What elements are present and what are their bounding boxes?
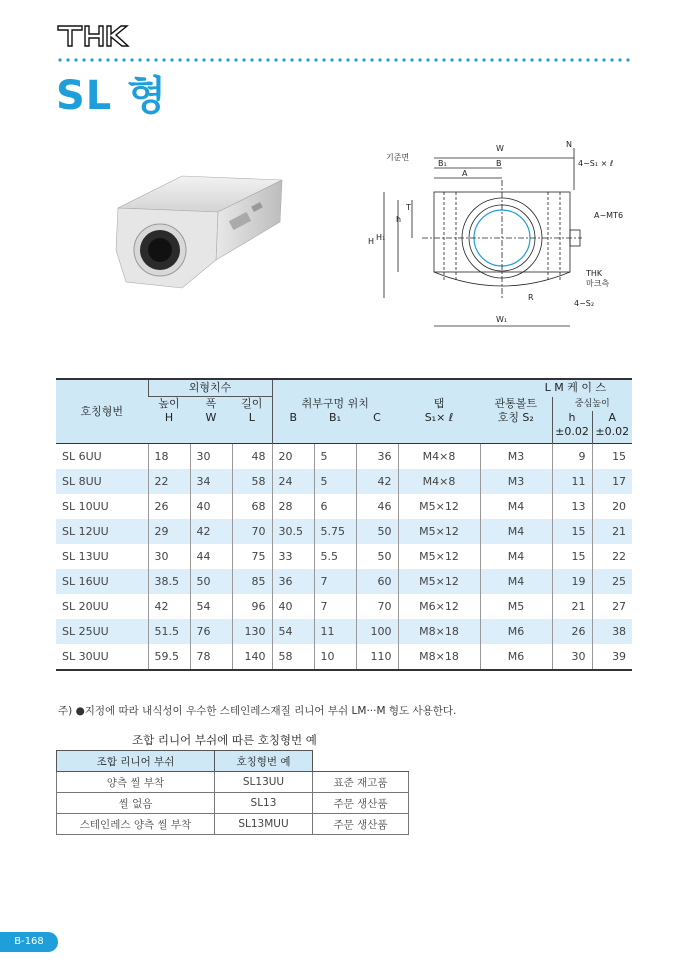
cell-b1: 7 <box>314 594 356 619</box>
page-title: SL 형 <box>56 73 167 119</box>
cell-b: 36 <box>272 569 314 594</box>
page-number: B-168 <box>0 932 58 952</box>
combo-cell-status: 표준 재고품 <box>313 772 409 793</box>
combo-cell-status: 주문 생산품 <box>313 814 409 835</box>
cell-h: 21 <box>552 594 592 619</box>
cell-a: 22 <box>592 544 632 569</box>
cell-b1: 7 <box>314 569 356 594</box>
cell-tap: M5×12 <box>398 494 480 519</box>
table-row <box>56 519 632 544</box>
cell-b1: 5 <box>314 444 356 470</box>
cell-tap: M8×18 <box>398 619 480 644</box>
cell-c: 46 <box>356 494 398 519</box>
svg-text:W: W <box>496 144 504 153</box>
cell-tap: M5×12 <box>398 519 480 544</box>
cell-b: 28 <box>272 494 314 519</box>
table-row <box>56 544 632 569</box>
combo-row <box>57 793 409 814</box>
combo-header-bush: 조합 리니어 부쉬 <box>57 751 215 772</box>
cell-h: 26 <box>552 619 592 644</box>
cell-h: 9 <box>552 444 592 470</box>
cell-model: SL 25UU <box>56 619 148 644</box>
cell-h: 19 <box>552 569 592 594</box>
cell-model: SL 10UU <box>62 500 109 513</box>
cell-b1: 11 <box>314 619 356 644</box>
cell-model: SL 8UU <box>56 469 148 494</box>
table-row <box>56 494 632 519</box>
cell-h: 59.5 <box>148 644 190 670</box>
cell-bolt: M3 <box>480 444 552 470</box>
svg-text:R: R <box>528 293 534 302</box>
cell-l: 96 <box>232 594 272 619</box>
dotted-rule <box>56 58 632 62</box>
cell-b: 40 <box>272 594 314 619</box>
cell-tap: M4×8 <box>398 444 480 470</box>
cell-w: 44 <box>190 544 232 569</box>
cell-b1: 10 <box>314 644 356 670</box>
cell-a: 38 <box>592 619 632 644</box>
svg-text:4−S₁ × ℓ: 4−S₁ × ℓ <box>578 159 614 168</box>
table-row <box>56 619 632 644</box>
cell-h: 15 <box>552 519 592 544</box>
cell-bolt: M6 <box>480 619 552 644</box>
svg-text:THK: THK <box>586 269 603 278</box>
svg-text:W₁: W₁ <box>496 315 508 324</box>
cell-a: 20 <box>592 494 632 519</box>
cell-h: 30 <box>552 644 592 670</box>
cell-h: 38.5 <box>148 569 190 594</box>
combo-title: 조합 리니어 부쉬에 따른 호칭형번 예 <box>132 733 317 747</box>
svg-text:h: h <box>396 215 402 224</box>
cell-model: SL 12UU <box>56 519 148 544</box>
cell-l: 48 <box>232 444 272 470</box>
combo-cell-bush: 스테인레스 양측 씰 부착 <box>57 814 215 835</box>
header-outer: 외형치수 <box>148 379 272 397</box>
svg-text:B: B <box>496 159 502 168</box>
table-row <box>56 644 632 670</box>
svg-text:T: T <box>406 203 411 212</box>
combo-cell-model: SL13UU <box>215 772 313 793</box>
cell-h: 15 <box>552 544 592 569</box>
cell-b: 24 <box>272 469 314 494</box>
svg-text:B₁: B₁ <box>438 159 447 168</box>
cell-a: 15 <box>592 444 632 470</box>
cell-b: 54 <box>272 619 314 644</box>
cell-w: 42 <box>190 519 232 544</box>
cell-tap: M5×12 <box>398 569 480 594</box>
thk-logo <box>56 20 136 50</box>
cell-h: 11 <box>552 469 592 494</box>
cell-b1: 5.5 <box>314 544 356 569</box>
svg-text:A−MT6: A−MT6 <box>594 211 624 220</box>
cell-l: 75 <box>232 544 272 569</box>
cell-b1: 5 <box>314 469 356 494</box>
combo-table <box>56 750 409 835</box>
cell-h: 18 <box>148 444 190 470</box>
dimension-drawing <box>362 140 638 340</box>
cell-model: SL 30UU <box>56 644 148 670</box>
cell-b: 20 <box>272 444 314 470</box>
combo-row <box>57 772 409 793</box>
cell-c: 50 <box>356 519 398 544</box>
svg-text:마크측: 마크측 <box>586 279 610 288</box>
cell-w: 78 <box>190 644 232 670</box>
cell-c: 50 <box>356 544 398 569</box>
cell-b1: 5.75 <box>314 519 356 544</box>
combo-header-model: 호칭형번 예 <box>215 751 313 772</box>
cell-bolt: M3 <box>480 469 552 494</box>
cell-c: 42 <box>356 469 398 494</box>
svg-text:4−S₂: 4−S₂ <box>574 299 595 308</box>
cell-h: 22 <box>148 469 190 494</box>
cell-a: 17 <box>592 469 632 494</box>
cell-b: 58 <box>272 644 314 670</box>
cell-l: 58 <box>232 469 272 494</box>
product-photo <box>112 160 284 290</box>
combo-cell-model: SL13 <box>215 793 313 814</box>
spec-table: 호칭형번 외형치수 L M 케 이 스 높이 폭 길이 취부구멍 위치 탭 관통볼트 중심높이 H W L B B₁ C S₁× ℓ 호칭 S₂ h A ±0.02 ±0.02 SL 6UU 18 30 48 20 5 36 M4×8 M3 9 15 SL 8UU 22 34 58 24 5 42 M4×8 M3 11 17 SL 10UU 26 40 68 28 6 46 M5×12 M4 13 20 SL 12UU 29 42 70 30.5 5.75 50 M5×12 M4 15 21 SL 13UU 30 44 75 33 5.5 50 M5×12 M4 15 22 SL 16UU 38.5 50 85 36 7 60 M5×12 M4 19 25 SL 20UU 42 54 96 40 7 70 M6×12 M5 21 27 SL 25UU 51.5 76 130 54 11 100 M8×18 M6 26 38 SL 30UU 59.5 78 140 58 10 110 M8×18 M6 30 39 <box>56 378 632 671</box>
ref-face-label: 기준면 <box>386 153 410 162</box>
cell-w: 40 <box>190 494 232 519</box>
table-row <box>56 444 632 470</box>
combo-cell-model: SL13MUU <box>215 814 313 835</box>
combo-cell-bush: 씰 없음 <box>57 793 215 814</box>
svg-text:A: A <box>462 169 468 178</box>
combo-cell-status: 주문 생산품 <box>313 793 409 814</box>
cell-b: 30.5 <box>272 519 314 544</box>
cell-a: 25 <box>592 569 632 594</box>
cell-bolt: M4 <box>480 544 552 569</box>
header-lm-case: L M 케 이 스 <box>272 379 632 397</box>
table-row <box>56 594 632 619</box>
combo-cell-bush: 양측 씰 부착 <box>57 772 215 793</box>
cell-a: 27 <box>592 594 632 619</box>
cell-c: 100 <box>356 619 398 644</box>
table-row <box>56 569 632 594</box>
cell-w: 76 <box>190 619 232 644</box>
cell-w: 34 <box>190 469 232 494</box>
cell-w: 30 <box>190 444 232 470</box>
cell-l: 68 <box>232 494 272 519</box>
header-model: 호칭형번 <box>56 379 148 444</box>
svg-text:N: N <box>566 140 572 149</box>
cell-c: 60 <box>356 569 398 594</box>
cell-a: 39 <box>592 644 632 670</box>
cell-tap: M6×12 <box>398 594 480 619</box>
cell-l: 140 <box>232 644 272 670</box>
cell-l: 70 <box>232 519 272 544</box>
cell-h: 51.5 <box>148 619 190 644</box>
cell-model: SL 20UU <box>62 600 109 613</box>
cell-bolt: M6 <box>480 644 552 670</box>
cell-b1: 6 <box>314 494 356 519</box>
cell-b: 33 <box>272 544 314 569</box>
cell-bolt: M4 <box>480 519 552 544</box>
cell-l: 130 <box>232 619 272 644</box>
cell-bolt: M4 <box>480 569 552 594</box>
cell-h: 13 <box>552 494 592 519</box>
cell-tap: M8×18 <box>398 644 480 670</box>
cell-a: 21 <box>592 519 632 544</box>
cell-bolt: M5 <box>480 594 552 619</box>
cell-h: 42 <box>148 594 190 619</box>
table-row <box>56 469 632 494</box>
svg-text:H₁: H₁ <box>376 233 386 242</box>
footnote: 주) ●지정에 따라 내식성이 우수한 스테인레스재질 리니어 부쉬 LM···M 형도 사용한다. <box>58 705 457 717</box>
cell-h: 26 <box>148 494 190 519</box>
cell-model: SL 6UU <box>56 444 148 470</box>
cell-h: 30 <box>148 544 190 569</box>
svg-text:H: H <box>368 237 375 246</box>
cell-c: 110 <box>356 644 398 670</box>
cell-l: 85 <box>232 569 272 594</box>
cell-bolt: M4 <box>480 494 552 519</box>
cell-tap: M4×8 <box>398 469 480 494</box>
cell-model: SL 16UU <box>56 569 148 594</box>
cell-c: 70 <box>356 594 398 619</box>
combo-row <box>57 814 409 835</box>
cell-tap: M5×12 <box>398 544 480 569</box>
cell-w: 50 <box>190 569 232 594</box>
cell-model: SL 13UU <box>62 550 109 563</box>
cell-h: 29 <box>148 519 190 544</box>
cell-c: 36 <box>356 444 398 470</box>
cell-w: 54 <box>190 594 232 619</box>
